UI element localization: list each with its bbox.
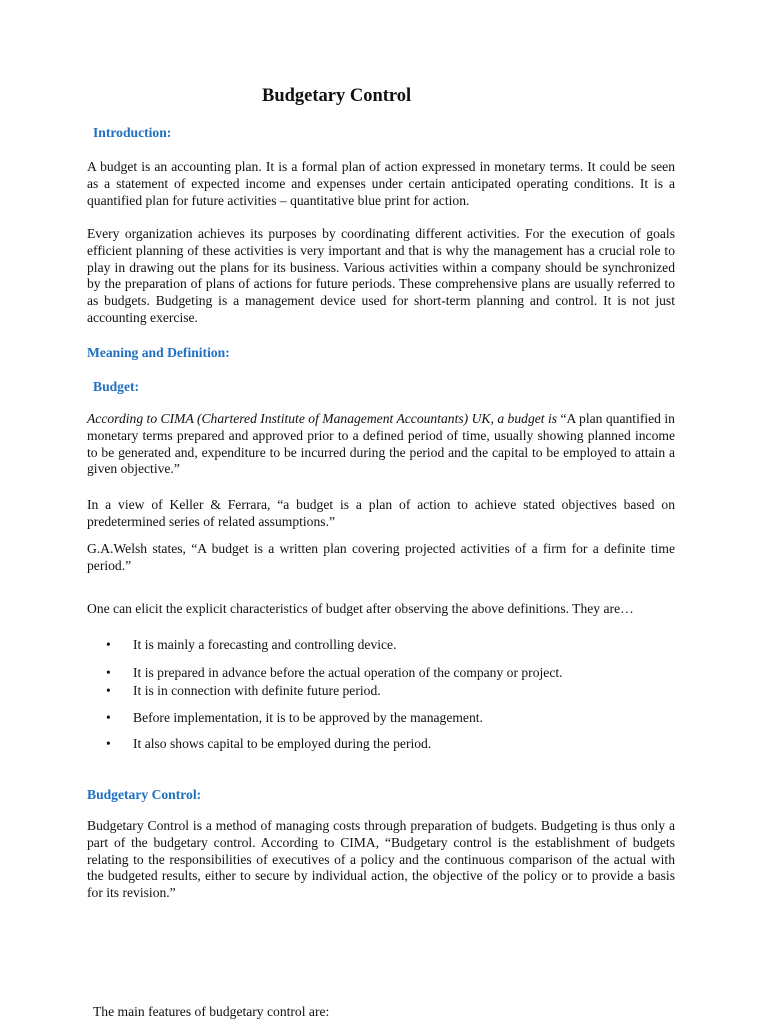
keller-ferrara-paragraph: In a view of Keller & Ferrara, “a budget is a plan of action to achieve stated objectives based on predetermined series of related assumptions.” — [87, 497, 675, 529]
introduction-heading: Introduction: — [93, 125, 172, 140]
bullet-icon: • — [106, 665, 111, 680]
bullet-icon: • — [106, 736, 111, 751]
meaning-definition-heading: Meaning and Definition: — [87, 345, 230, 360]
page-title: Budgetary Control — [262, 86, 412, 106]
bullet-icon: • — [106, 710, 111, 725]
list-item-text: It is mainly a forecasting and controlling device. — [133, 637, 397, 652]
features-intro-text: The main features of budgetary control are: — [93, 1004, 330, 1019]
introduction-paragraph-2: Every organization achieves its purposes by coordinating different activities. For the execution of goals efficient planning of these activities is very important and that is why the management has a crucial role to play in drawing out the plans for its business. Various activities within a company should be synchronized by the preparation of plans of actions for future periods. These comprehensive plans are usually referred to as budgets. Budgeting is a management device used for short-term planning and control. It is not just accounting exercise. — [87, 226, 675, 325]
cima-definition-quote: “A plan quantified in monetary terms prepared and approved prior to a defined period of time, usually showing planned income to be generated and, expenditure to be incurred during the period and the capital to be employed to attain a given objective.” — [87, 411, 675, 477]
budget-subheading: Budget: — [93, 379, 140, 394]
list-item-text: It is prepared in advance before the actual operation of the company or project. — [133, 665, 563, 680]
list-item-text: Before implementation, it is to be approved by the management. — [133, 710, 483, 725]
bullet-icon: • — [106, 683, 111, 698]
budgetary-control-heading: Budgetary Control: — [87, 787, 202, 802]
cima-definition-italic: According to CIMA (Chartered Institute of Management Accountants) UK, a budget is — [87, 411, 558, 426]
list-item-text: It is in connection with definite future period. — [133, 683, 381, 698]
welsh-paragraph: G.A.Welsh states, “A budget is a written plan covering projected activities of a firm for a definite time period.” — [87, 541, 675, 573]
list-item-text: It also shows capital to be employed during the period. — [133, 736, 432, 751]
introduction-paragraph-1: A budget is an accounting plan. It is a formal plan of action expressed in monetary terms. It could be seen as a statement of expected income and expenses under certain anticipated operating conditions. It is a quantified plan for future activities – quantitative blue print for action. — [87, 159, 675, 208]
cima-definition-paragraph — [87, 411, 675, 478]
characteristics-intro-paragraph: One can elicit the explicit characteristics of budget after observing the above definitions. They are… — [87, 601, 634, 616]
budgetary-control-paragraph: Budgetary Control is a method of managing costs through preparation of budgets. Budgeting is thus only a part of the budgetary control. According to CIMA, “Budgetary control is the establishment of budgets relating to the responsibilities of executives of a policy and the continuous comparison of the actual with the budgeted results, either to secure by individual action, the objective of the policy or to provide a basis for its revision.” — [87, 818, 675, 901]
bullet-icon: • — [106, 637, 111, 652]
